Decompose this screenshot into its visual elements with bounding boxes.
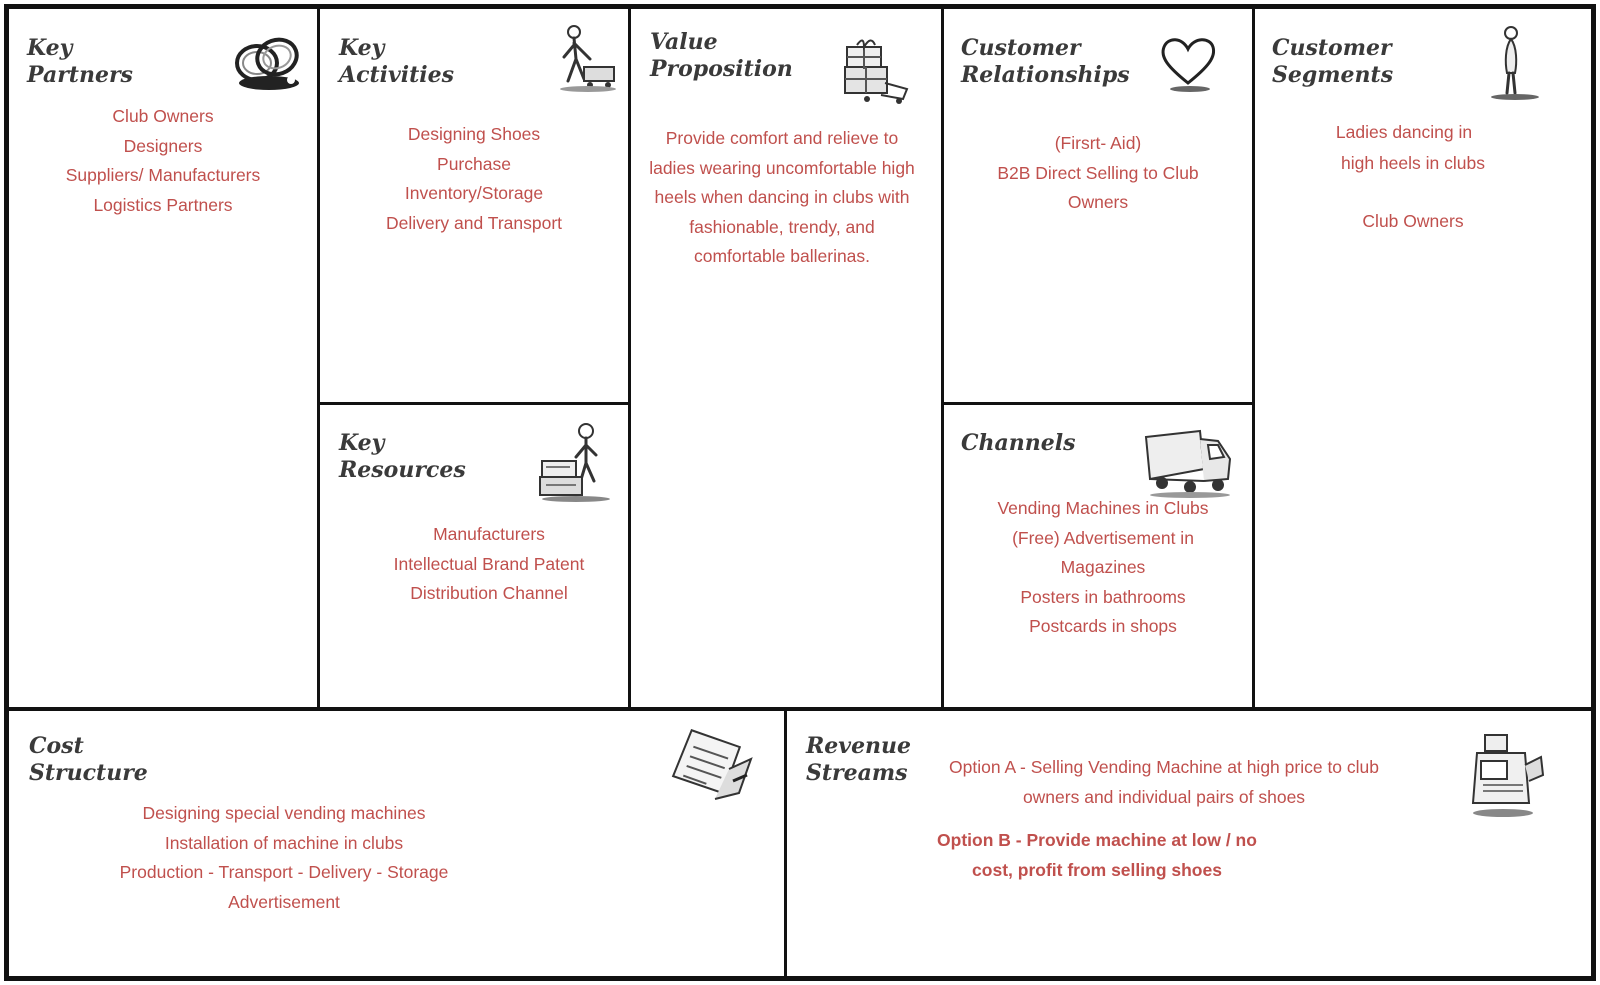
list-item: Designing Shoes [407, 124, 541, 144]
list-item: (Free) Advertisement in [1012, 527, 1194, 548]
cost-structure-list [119, 799, 449, 917]
list-item: Advertisement [228, 891, 340, 912]
list-item: Delivery and Transport [385, 212, 563, 233]
revenue-streams-block [787, 711, 1591, 979]
title-line: Activities [339, 62, 455, 88]
title-line: Key [339, 35, 385, 61]
list-item: Purchase [437, 153, 511, 174]
gift-cart-icon [837, 33, 915, 105]
block-title [27, 35, 133, 89]
list-item: fashionable, trendy, and [689, 216, 875, 237]
block-title [339, 430, 466, 484]
list-item: Club Owners [1362, 211, 1464, 231]
block-title [650, 29, 793, 83]
option-b-line: cost, profit from selling shoes [972, 859, 1222, 880]
title-line: Customer [1272, 35, 1392, 61]
title-line: Segments [1272, 62, 1394, 88]
list-item: B2B Direct Selling to Club [997, 162, 1199, 183]
block-title [29, 733, 148, 787]
heart-icon [1158, 33, 1218, 95]
list-item: Posters in bathrooms [1020, 586, 1186, 607]
worker-with-boxes-icon [538, 419, 614, 503]
key-partners-list [9, 102, 317, 220]
list-item: Ladies dancing in [1335, 122, 1473, 142]
title-line: Key [339, 430, 385, 456]
list-item: Distribution Channel [410, 583, 568, 603]
value-proposition-block [631, 9, 941, 707]
channels-block [944, 405, 1252, 707]
option-a-line: owners and individual pairs of shoes [1022, 786, 1306, 807]
document-icon [669, 729, 759, 805]
title-line: Partners [27, 62, 133, 88]
title-line: Proposition [650, 56, 793, 82]
block-title [339, 35, 454, 89]
list-item [1255, 179, 1571, 206]
list-item: Vending Machines in Clubs [997, 498, 1209, 518]
title-line: Structure [29, 760, 148, 786]
title-line: Cost [29, 733, 84, 759]
list-item: (Firsrt- Aid) [1054, 133, 1142, 153]
list-item: Production - Transport - Delivery - Storage [119, 862, 449, 882]
list-item: Designers [123, 135, 203, 156]
list-item: ladies wearing uncomfortable high [649, 157, 915, 178]
title-line: Customer [961, 35, 1081, 61]
value-proposition-list [627, 124, 937, 272]
block-title [806, 733, 911, 787]
list-item: comfortable ballerinas. [693, 246, 871, 266]
customer-relationships-list [944, 129, 1252, 218]
truck-icon [1142, 429, 1234, 501]
title-line: Resources [339, 457, 466, 483]
business-model-canvas [4, 4, 1596, 981]
list-item: heels when dancing in clubs with [654, 187, 910, 207]
customer-segments-list [1255, 117, 1571, 237]
customer-segments-block [1255, 9, 1591, 707]
cash-register-icon [1467, 731, 1549, 823]
title-line: Channels [961, 430, 1076, 456]
revenue-option-b [927, 826, 1267, 885]
list-item: Installation of machine in clubs [164, 832, 404, 853]
key-partners-block [9, 9, 317, 707]
title-line: Revenue [806, 733, 912, 759]
key-activities-list [320, 120, 628, 238]
list-item: Club Owners [112, 106, 214, 126]
title-line: Relationships [961, 62, 1130, 88]
list-item: Manufacturers [433, 524, 545, 544]
list-item: Inventory/Storage [404, 183, 544, 203]
list-item: Provide comfort and relieve to [665, 128, 899, 148]
list-item: Owners [1067, 192, 1129, 212]
cost-structure-block [9, 711, 784, 979]
list-item: Postcards in shops [1029, 616, 1177, 636]
list-item: high heels in clubs [1341, 153, 1485, 173]
title-line: Streams [806, 760, 908, 786]
key-resources-list [335, 520, 643, 609]
worker-pushing-cart-icon [554, 23, 620, 93]
block-title [1272, 35, 1393, 89]
option-a-line: Option A - Selling Vending Machine at high price to club [949, 757, 1379, 777]
list-item: Logistics Partners [93, 194, 233, 215]
key-resources-block [320, 405, 628, 707]
customer-relationships-block [944, 9, 1252, 402]
list-item: Magazines [1060, 557, 1146, 577]
key-activities-block [320, 9, 628, 402]
person-standing-icon [1487, 23, 1547, 103]
channels-list [949, 494, 1257, 642]
list-item: Intellectual Brand Patent [393, 553, 585, 574]
list-item: Suppliers/ Manufacturers [65, 165, 261, 185]
rings-icon [227, 31, 303, 93]
list-item: Designing special vending machines [142, 803, 426, 823]
title-line: Value [650, 29, 718, 55]
block-title [961, 430, 1076, 457]
block-title [961, 35, 1130, 89]
revenue-option-a [927, 753, 1401, 812]
title-line: Key [27, 35, 73, 61]
option-b-line: Option B - Provide machine at low / no [937, 830, 1257, 850]
